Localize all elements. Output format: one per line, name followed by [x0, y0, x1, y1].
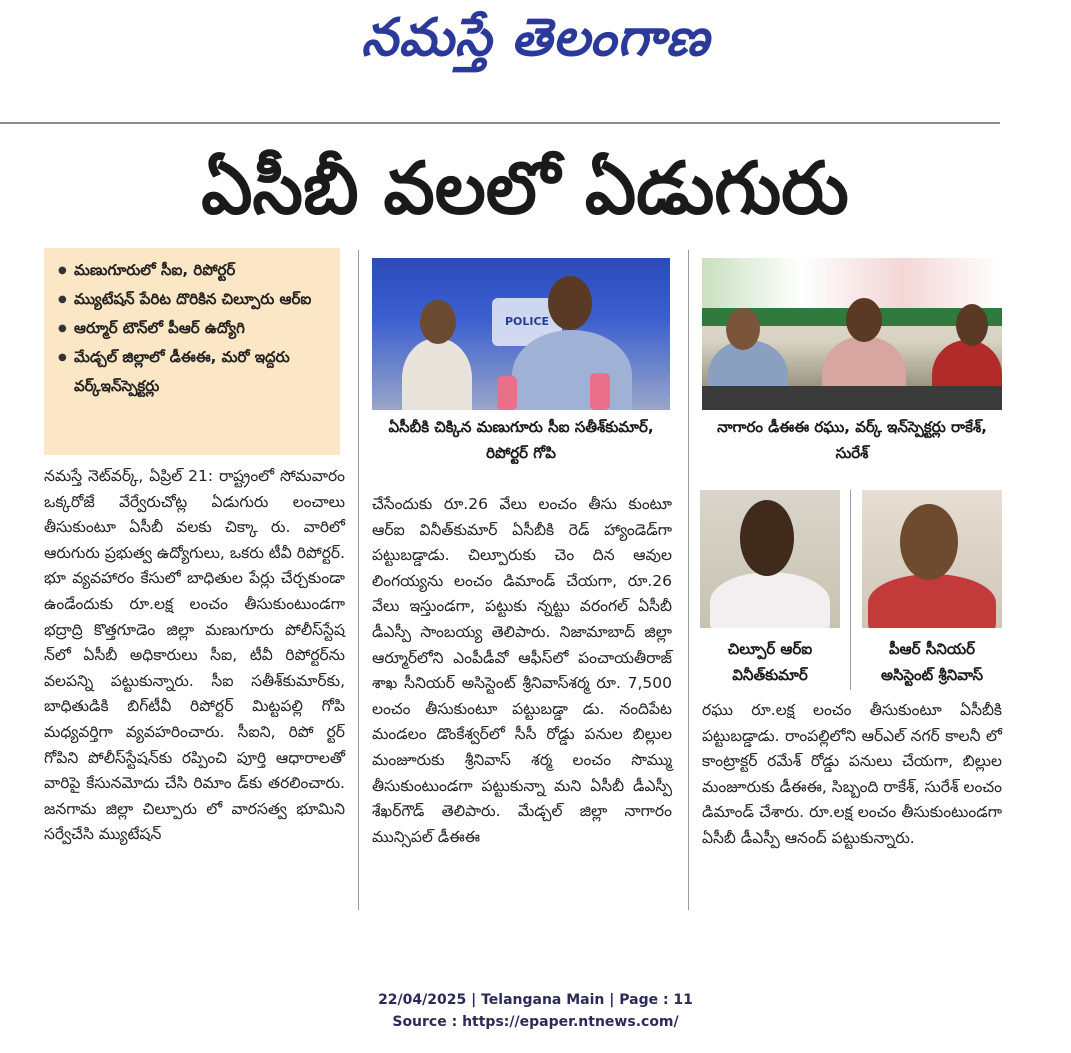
- water-bottle: [497, 376, 517, 410]
- photo-caption: నాగారం డీఈఈ రఘు, వర్క్ ఇన్‌స్పెక్టర్లు రాకేశ్, సురేశ్: [717, 418, 987, 462]
- article-column-2: చేసేందుకు రూ.26 వేలు లంచం తీసు కుంటూ ఆర్ఐ వినీత్‌కుమార్ ఏసీబీకి రెడ్ హ్యాండెడ్‌గా పట్టుబడ్డాడు. చిల్పూరుకు చెం దిన ఆవుల లింగయ్యను లంచం డిమాండ్ చేయగా, రూ.26 వేలు ఇస్తుండగా, పట్టుకు న్నట్టు వరంగల్ ఏసీబీ డీఎస్పీ సాంబయ్య తెలిపారు. నిజామాబాద్ జిల్లా ఆర్మూర్‌లోని ఎంపీడీవో ఆఫీస్‌లో పంచాయతీరాజ్ శాఖ సీనియర్ అసిస్టెంట్ శ్రీనివాస్‌శర్మ రూ. 7,500 లంచం తీసుకుంటూ పట్టుబడ్డా డు. నందిపేట మండలం డొంకేశ్వర్‌లో సీసీ రోడ్డు పనుల బిల్లుల మంజూరుకు శ్రీనివాస్ శర్మ లంచం సొమ్ము తీసుకుంటుండగా పట్టుకున్నా మని ఏసీబీ డీఎస్పీ శేఖర్‌గౌడ్ తెలిపారు. మేడ్చల్ జిల్లా నాగారం మున్సిపల్ డీఈఈ: [372, 495, 672, 846]
- wall-banner: [702, 258, 1002, 308]
- person-figure: [512, 330, 632, 410]
- person-head: [726, 308, 760, 350]
- person-head: [548, 276, 592, 330]
- person-figure: [402, 338, 472, 410]
- person-head: [900, 504, 958, 580]
- table-edge: [702, 386, 1002, 410]
- headline: ఏసీబీ వలలో ఏడుగురు: [201, 146, 849, 230]
- footer-date-page: 22/04/2025 | Telangana Main | Page : 11: [378, 992, 693, 1008]
- person-head: [740, 500, 794, 576]
- person-figure: [868, 574, 996, 628]
- photo-pr-senior-assistant: [862, 490, 1002, 628]
- masthead-logo: నమస్తే తెలంగాణ: [361, 8, 710, 68]
- photo-caption: పీఆర్ సీనియర్ అసిస్టెంట్ శ్రీనివాస్: [880, 640, 984, 684]
- column-divider: [358, 250, 359, 910]
- person-figure: [710, 572, 830, 628]
- photo-caption: చిల్పూర్ ఆర్ఐ వినీత్‌కుమార్: [727, 640, 813, 684]
- column-divider: [688, 250, 689, 910]
- police-banner: POLICE: [492, 298, 562, 346]
- water-bottle: [590, 373, 610, 410]
- column-divider: [850, 490, 851, 690]
- article-column-1: నమస్తే నెట్‌వర్క్, ఏప్రిల్ 21: రాష్ట్రంలో సోమవారం ఒక్కరోజే వేర్వేరుచోట్ల ఏడుగురు లంచాలు తీసుకుంటూ ఏసీబీ వలకు చిక్కా రు. వారిలో ఆరుగురు ప్రభుత్వ ఉద్యోగులు, ఒకరు టీవీ రిపోర్టర్. భూ వ్యవహారం కేసులో బాధితుల పేర్లు చేర్చకుండా ఉండేందుకు రూ.లక్ష లంచం తీసుకుంటుండగా భద్రాద్రి కొత్తగూడెం జిల్లా మణుగూరు పోలీస్‌స్టేష న్‌లో ఏసీబీ అధికారులు సీఐ, టీవీ రిపోర్టర్‌ను వలపన్ని పట్టుకున్నారు. సీఐ సతీశ్‌కుమార్‌కు, బాధితుడికి బిగ్‌టీవీ రిపోర్టర్ మిట్టపల్లి గోపి మధ్యవర్తిగా వ్యవహరించారు. సీఐని, రిపో ర్టర్ గోపిని పోలీస్‌స్టేషన్‌కు రప్పించి పూర్తి ఆధారాలతో వారిపై కేసునమోదు చేసి రిమాం డ్‌కు తరలించారు. జనగామ జిల్లా చిల్పూరు లో వారసత్వ భూమిని సర్వేచేసి మ్యుటేషన్: [44, 467, 345, 844]
- highlight-item: ● మేడ్చల్ జిల్లాలో డీఈఈ, మరో ఇద్దరు వర్క్ఇన్‌స్పెక్టర్లు: [58, 343, 332, 401]
- highlight-item: ● మణుగూరులో సీఐ, రిపోర్టర్: [58, 256, 332, 285]
- photo-nagaram-officials: [702, 258, 1002, 410]
- photo-manuguru-ci-reporter: [372, 258, 670, 410]
- masthead-divider: [0, 122, 1000, 124]
- photo-chilpur-ri: [700, 490, 840, 628]
- person-head: [956, 304, 988, 346]
- article-column-3: రఘు రూ.లక్ష లంచం తీసుకుంటూ ఏసీబీకి పట్టుబడ్డాడు. రాంపల్లిలోని ఆర్‌ఎల్ నగర్ కాలనీ లో కాంట్రాక్టర్ రమేశ్ రోడ్డు పనులు చేయగా, బిల్లుల మంజూరుకు డీఈఈ, సిబ్బంది రాకేశ్, సురేశ్ లంచం డిమాండ్ చేశారు. రూ.లక్ష లంచం తీసుకుంటుండగా ఏసీబీ డీఎస్పీ ఆనంద్ పట్టుకున్నారు.: [702, 701, 1002, 847]
- photo-caption: ఏసీబీకి చిక్కిన మణుగూరు సీఐ సతీశ్‌కుమార్, రిపోర్టర్ గోపి: [388, 418, 654, 462]
- highlight-item: ● ఆర్మూర్ టౌన్‌లో పీఆర్ ఉద్యోగి: [58, 314, 332, 343]
- person-head: [846, 298, 882, 342]
- highlight-item: ● మ్యుటేషన్ పేరిట దొరికిన చిల్పూరు ఆర్ఐ: [58, 285, 332, 314]
- person-head: [420, 300, 456, 344]
- highlights-box: [44, 248, 340, 455]
- footer-source: Source : https://epaper.ntnews.com/: [392, 1014, 679, 1030]
